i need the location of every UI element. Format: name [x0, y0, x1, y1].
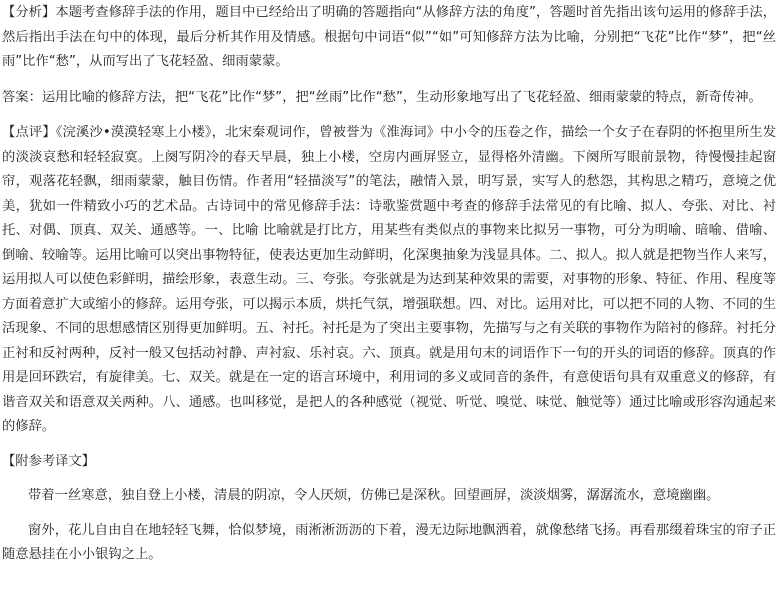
- translation-text-2: 窗外，花儿自由自在地轻轻飞舞，恰似梦境，雨淅淅沥沥的下着，漫无边际地飘洒着，就像愁绪飞扬。再看那缀着珠宝的帘子正随意悬挂在小小银钩之上。: [2, 522, 776, 562]
- translation-tag: 【附参考译文】: [2, 453, 96, 469]
- translation-text-1: 带着一丝寒意，独自登上小楼，清晨的阴凉，令人厌烦，仿佛已是深秋。回望画屏，淡淡烟雾，潺潺流水，意境幽幽。: [28, 488, 720, 503]
- analysis-paragraph: [2, 1, 776, 75]
- analysis-tag: 【分析】: [2, 5, 56, 20]
- translation-paragraph-1: [2, 484, 776, 509]
- answer-text: 答案：运用比喻的修辞方法，把“飞花”比作“梦”，把“丝雨”比作“愁”，生动形象地写出了飞花轻盈、细雨蒙蒙的特点，新奇传神。: [2, 89, 762, 105]
- comment-paragraph: [2, 121, 776, 440]
- answer-paragraph: [2, 86, 776, 111]
- comment-tag: 【点评】: [2, 125, 56, 140]
- comment-text: 《浣溪沙•漠漠轻寒上小楼》，北宋秦观词作，曾被誉为《淮海词》中小令的压卷之作，描绘一个女子在春阴的怀抱里所生发的淡淡哀愁和轻轻寂寞。上阕写阴冷的春天早晨，独上小楼，空房内画屏竖立，显得格外清幽。下阕所写眼前景物，待慢慢挂起窗帘，观落花轻飘，细雨蒙蒙，触目伤情。作者用“轻描淡写”的笔法，融情入景，明写景，实写人的愁怨，其构思之精巧，意境之优美，犹如一件精致小巧的艺术品。古诗词中的常见修辞手法：诗歌鉴赏题中考查的修辞手法常见的有比喻、拟人、夸张、对比、衬托、对偶、顶真、双关、通感等。一、比喻 比喻就是打比方，用某些有类似点的事物来比拟另一事物，可分为明喻、暗喻、借喻、倒喻、较喻等。运用比喻可以突出事物特征，使表达更加生动鲜明，化深奥抽象为浅显具体。二、拟人。拟人就是把物当作人来写，运用拟人可以使色彩鲜明，描绘形象，表意生动。三、夸张。夸张就是为达到某种效果的需要，对事物的形象、特征、作用、程度等方面着意扩大或缩小的修辞。运用夸张，可以揭示本质，烘托气氛，增强联想。四、对比。运用对比，可以把不同的人物、不同的生活现象、不同的思想感情区别得更加鲜明。五、衬托。衬托是为了突出主要事物，先描写与之有关联的事物作为陪衬的修辞。衬托分正衬和反衬两种，反衬一般又包括动衬静、声衬寂、乐衬哀。六、顶真。就是用句末的词语作下一句的开头的词语的修辞。顶真的作用是回环跌宕，有旋律美。七、双关。就是在一定的语言环境中，利用词的多义或同音的条件，有意使语句具有双重意义的修辞，有谐音双关和语意双关两种。八、通感。也叫移觉，是把人的各种感觉（视觉、听觉、嗅觉、味觉、触觉等）通过比喻或形容沟通起来的修辞。: [2, 125, 777, 434]
- analysis-text: 本题考查修辞手法的作用，题目中已经给出了明确的答题指向“从修辞方法的角度”，答题时首先指出该句运用的修辞手法，然后指出手法在句中的体现，最后分析其作用及情感。根据句中词语“似”“如”可知修辞方法为比喻，分别把“飞花”比作“梦”，把“丝雨”比作“愁”，从而写出了飞花轻盈、细雨蒙蒙。: [2, 5, 777, 69]
- document-page: [0, 1, 780, 599]
- translation-paragraph-2: [2, 519, 776, 568]
- translation-heading: [2, 450, 776, 475]
